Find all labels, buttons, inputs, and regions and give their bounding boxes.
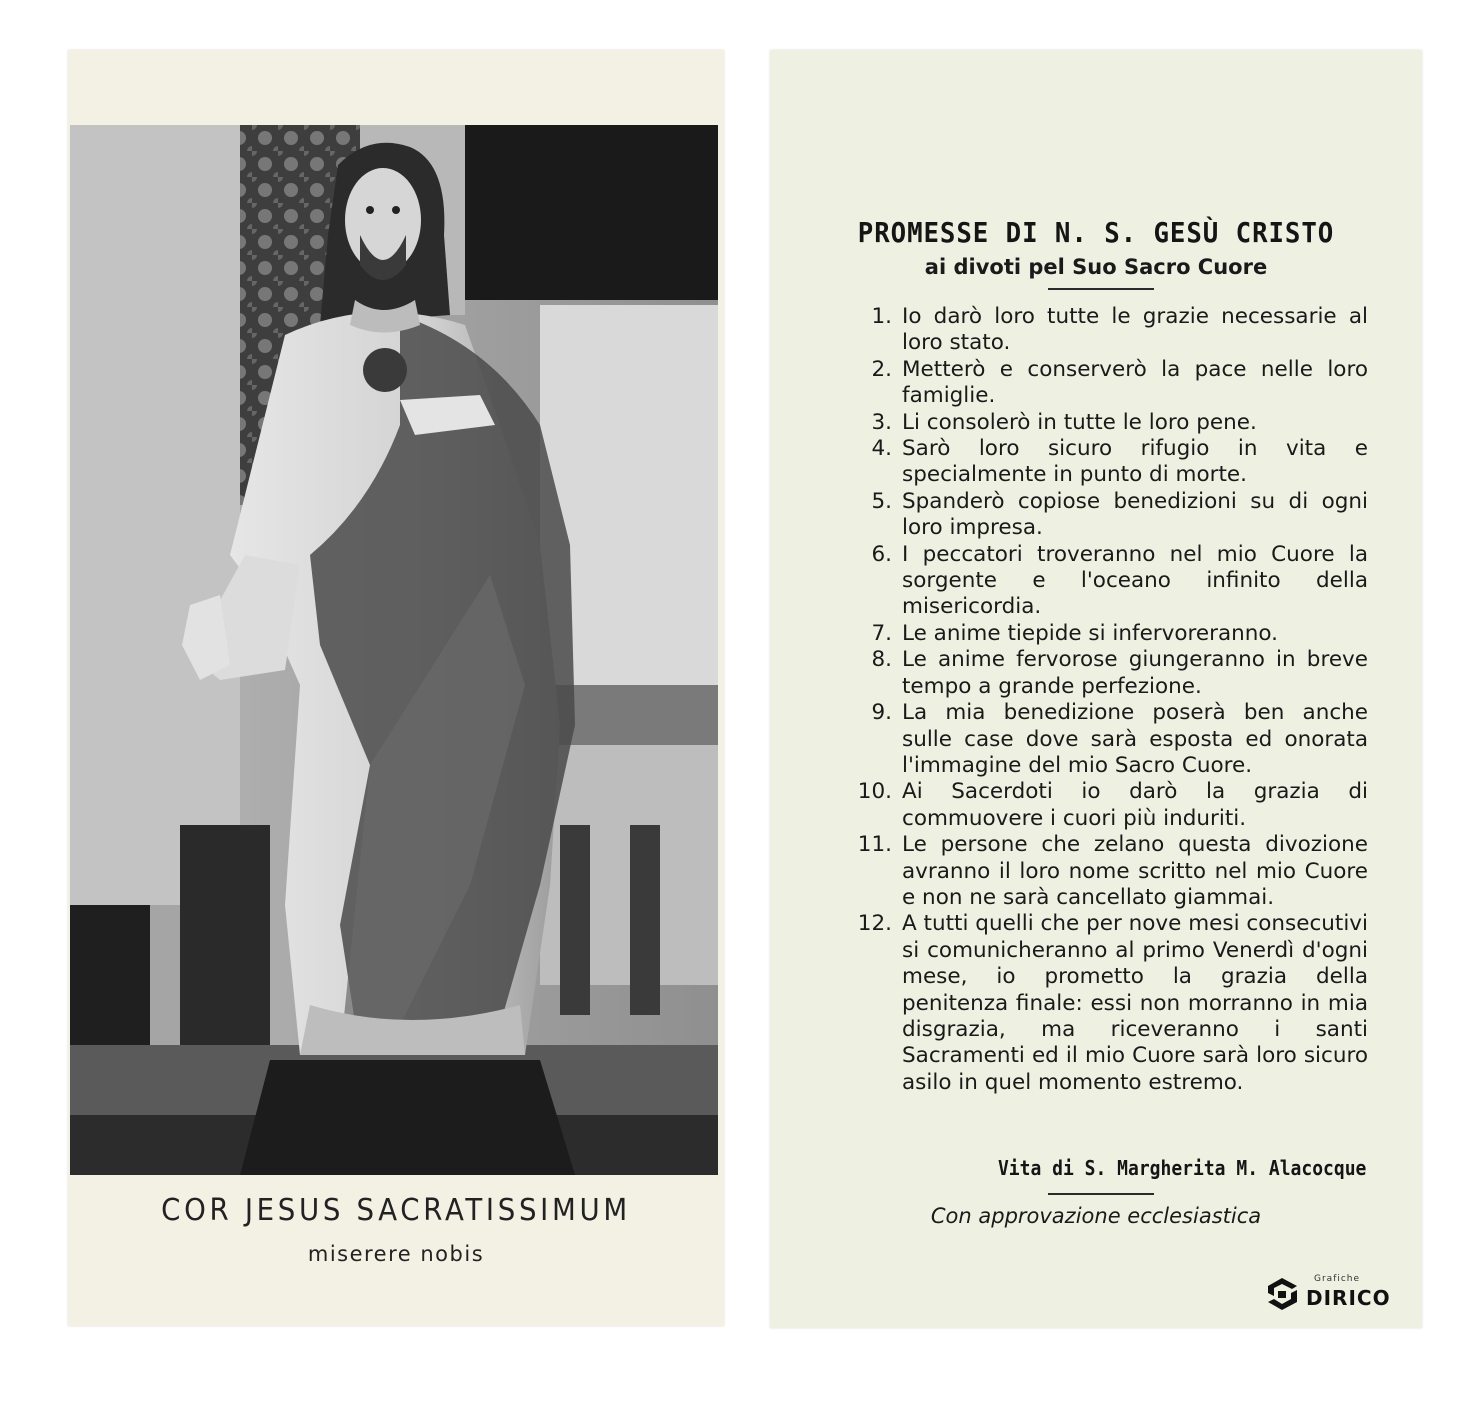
- promise-number: 5.: [871, 488, 892, 514]
- front-subtitle: miserere nobis: [307, 1242, 485, 1266]
- promise-text: Ai Sacerdoti io darò la grazia di commuovere i cuori più induriti.: [902, 779, 1368, 831]
- promise-item: [840, 436, 1368, 489]
- promise-number: 8.: [871, 647, 892, 673]
- promises-subtitle: ai divoti pel Suo Sacro Cuore: [924, 255, 1268, 279]
- promise-item: [840, 304, 1368, 357]
- promise-text: Metterò e conserverò la pace nelle loro famiglie.: [902, 356, 1368, 409]
- promise-text: Spanderò copiose benedizioni su di ogni loro impresa.: [902, 488, 1368, 541]
- promise-text: La mia benedizione poserà ben anche sulle case dove sarà esposta ed onorata l'immagine del mio Sacro Cuore.: [902, 700, 1368, 778]
- divider-line: [1048, 288, 1154, 290]
- promise-item: [840, 489, 1368, 542]
- promise-number: 10.: [857, 779, 892, 805]
- promise-item: [840, 647, 1368, 700]
- promises-title: PROMESSE DI N. S. GESÙ CRISTO: [857, 216, 1335, 249]
- promise-number: 9.: [871, 700, 892, 726]
- printer-logo-small-text: Grafiche: [1314, 1274, 1361, 1284]
- front-title: COR JESUS SACRATISSIMUM: [161, 1193, 631, 1228]
- promise-text: Io darò loro tutte le grazie necessarie al loro stato.: [902, 304, 1368, 356]
- promise-item: [840, 621, 1368, 647]
- promise-item: [840, 832, 1368, 911]
- promise-number: 7.: [871, 620, 892, 646]
- source-citation: Vita di S. Margherita M. Alacocque: [997, 1156, 1366, 1180]
- promise-number: 3.: [871, 409, 892, 435]
- promise-text: Sarò loro sicuro rifugio in vita e specialmente in punto di morte.: [902, 436, 1368, 488]
- promises-list: [840, 304, 1368, 1096]
- promise-text: Le persone che zelano questa divozione avranno il loro nome scritto nel mio Cuore e non ne sarà cancellato giammai.: [902, 832, 1368, 910]
- promise-number: 1.: [871, 304, 892, 329]
- promise-item: [840, 911, 1368, 1096]
- printer-logo-name: DIRICO: [1306, 1286, 1391, 1310]
- promise-item: [840, 410, 1368, 436]
- promise-item: [840, 700, 1368, 779]
- promise-text: Le anime fervorose giungeranno in breve tempo a grande perfezione.: [902, 647, 1368, 699]
- sacred-heart-statue-photo: [70, 125, 718, 1175]
- ecclesiastical-approval: Con approvazione ecclesiastica: [930, 1204, 1262, 1228]
- holy-card-front: [68, 50, 724, 1326]
- promise-text: Le anime tiepide si infervoreranno.: [902, 620, 1278, 646]
- holy-card-back: [770, 50, 1422, 1328]
- statue-illustration: [70, 125, 718, 1175]
- promise-item: [840, 779, 1368, 832]
- promise-text: Li consolerò in tutte le loro pene.: [902, 409, 1257, 435]
- promise-number: 11.: [857, 832, 892, 858]
- promise-number: 12.: [857, 911, 892, 937]
- promise-text: I peccatori troveranno nel mio Cuore la sorgente e l'oceano infinito della misericordia.: [902, 541, 1368, 620]
- promise-text: A tutti quelli che per nove mesi consecutivi si comunicheranno al primo Venerdì d'ogni mese, io prometto la grazia della penitenza finale: essi non morranno in mia disgrazia, ma riceveranno i santi Sacramenti ed il mio Cuore sarà loro sicuro asilo in quel momento estremo.: [902, 911, 1368, 1095]
- divider-line: [1048, 1193, 1154, 1195]
- printer-logo-icon: [1264, 1276, 1300, 1312]
- promise-item: [840, 542, 1368, 621]
- promise-number: 6.: [871, 541, 892, 567]
- promise-number: 2.: [871, 356, 892, 382]
- printer-logo: [1264, 1272, 1404, 1316]
- promise-number: 4.: [871, 436, 892, 462]
- promise-item: [840, 357, 1368, 410]
